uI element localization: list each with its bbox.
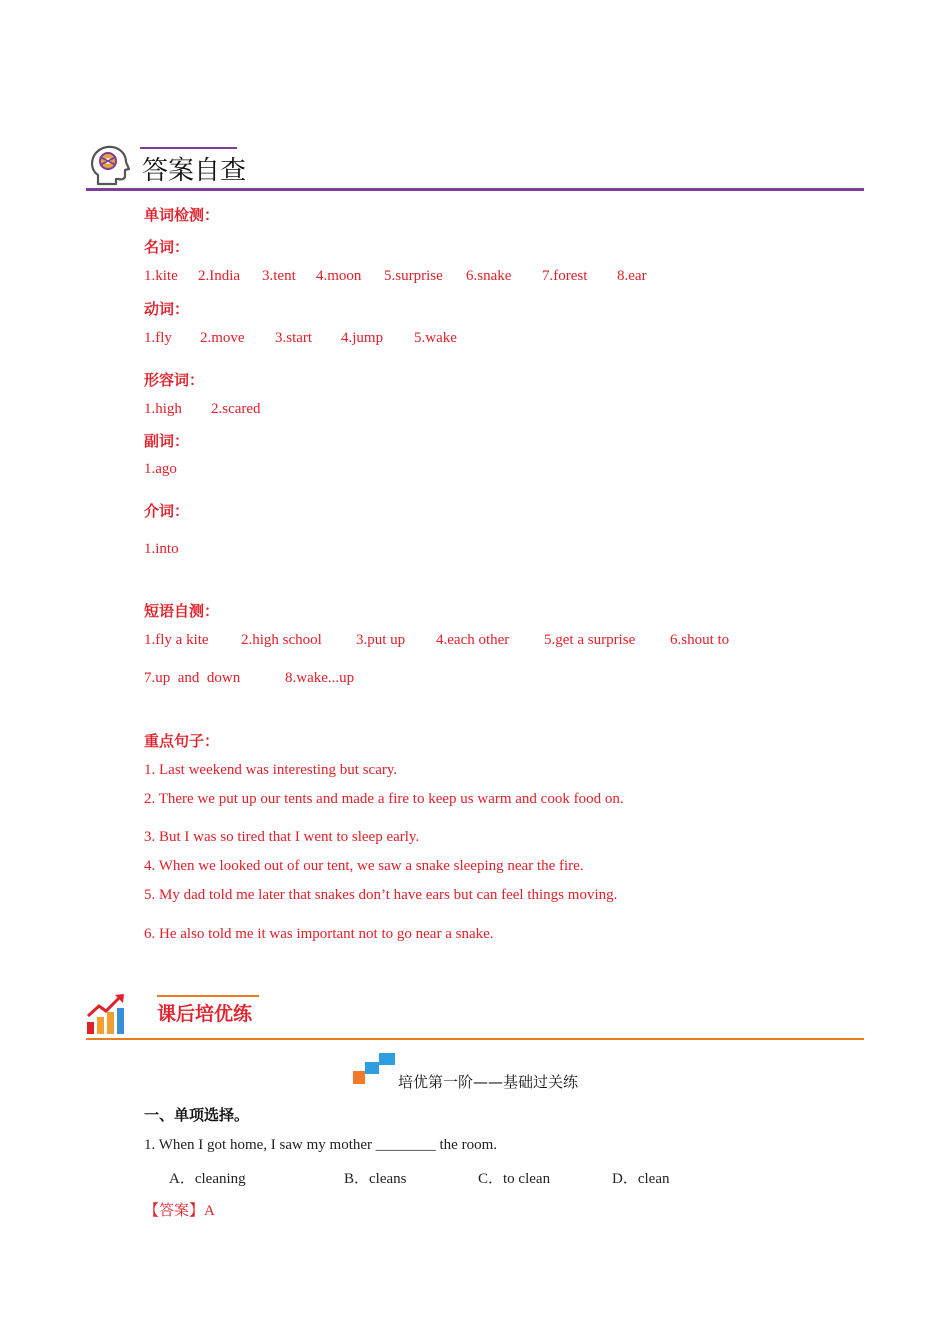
phrase-item: 4.each other xyxy=(436,632,510,648)
sentence: 5. My dad told me later that snakes don’t have ears but can feel things moving. xyxy=(144,887,618,903)
verbs-label: 动词： xyxy=(144,300,190,318)
phrase-item: 1.fly a kite xyxy=(144,632,209,648)
sentence-heading: 重点句子： xyxy=(144,732,220,750)
noun-item: 8.ear xyxy=(617,268,647,284)
nouns-row xyxy=(0,268,950,288)
vocab-heading: 单词检测： xyxy=(144,206,220,224)
nouns-label: 名词： xyxy=(144,238,190,256)
phrase-item: 2.high school xyxy=(241,632,322,648)
verb-item: 1.fly xyxy=(144,330,172,346)
option-b: B．cleans xyxy=(344,1171,407,1187)
answer-line xyxy=(144,1199,215,1220)
sentence: 3. But I was so tired that I went to sleep early. xyxy=(144,829,420,845)
verb-item: 5.wake xyxy=(414,330,457,346)
prep-item: 1.into xyxy=(144,541,179,557)
title-overline xyxy=(157,995,259,997)
verbs-row xyxy=(0,330,950,350)
option-d: D．clean xyxy=(612,1171,670,1187)
sentence: 6. He also told me it was important not to go near a snake. xyxy=(144,926,494,942)
phrases-row-2 xyxy=(0,670,950,690)
stage-title: 培优第一阶——基础过关练 xyxy=(398,1073,579,1091)
title-overline xyxy=(140,147,237,149)
adj-item: 2.scared xyxy=(211,401,261,417)
noun-item: 1.kite xyxy=(144,268,178,284)
noun-item: 4.moon xyxy=(316,268,362,284)
growth-chart-icon xyxy=(85,992,129,1036)
prep-label: 介词： xyxy=(144,502,190,520)
phrase-item: 5.get a surprise xyxy=(544,632,636,648)
section1-divider xyxy=(86,188,864,191)
noun-item: 3.tent xyxy=(262,268,296,284)
adv-item: 1.ago xyxy=(144,461,177,477)
part-heading: 一、单项选择。 xyxy=(144,1106,250,1124)
verb-item: 4.jump xyxy=(341,330,384,346)
verb-item: 3.start xyxy=(275,330,313,346)
options-row xyxy=(0,1167,950,1187)
answer-value: A xyxy=(204,1203,215,1219)
phrase-item: 7.up and down xyxy=(144,670,241,686)
phrase-item: 3.put up xyxy=(356,632,406,648)
stairs-icon xyxy=(353,1053,395,1085)
answer-label: 【答案】 xyxy=(144,1203,205,1219)
sentence: 4. When we looked out of our tent, we saw a snake sleeping near the fire. xyxy=(144,858,584,874)
verb-item: 2.move xyxy=(200,330,245,346)
option-a: A．cleaning xyxy=(169,1171,246,1187)
section2-title: 课后培优练 xyxy=(157,1003,253,1025)
phrases-row-1 xyxy=(0,632,950,652)
question-text: 1. When I got home, I saw my mother ________ the room. xyxy=(144,1137,497,1153)
sentence: 1. Last weekend was interesting but scary. xyxy=(144,762,398,778)
phrase-heading: 短语自测： xyxy=(144,602,220,620)
noun-item: 7.forest xyxy=(542,268,588,284)
noun-item: 5.surprise xyxy=(384,268,443,284)
noun-item: 6.snake xyxy=(466,268,512,284)
section1-title: 答案自查 xyxy=(142,156,247,186)
head-gear-icon xyxy=(88,144,132,188)
phrase-item: 6.shout to xyxy=(670,632,730,648)
adv-label: 副词： xyxy=(144,432,190,450)
phrase-item: 8.wake...up xyxy=(285,670,355,686)
adj-label: 形容词： xyxy=(144,371,205,389)
adj-row xyxy=(0,401,950,421)
option-c: C．to clean xyxy=(478,1171,551,1187)
noun-item: 2.India xyxy=(198,268,241,284)
adj-item: 1.high xyxy=(144,401,182,417)
section2-divider xyxy=(86,1038,864,1040)
sentence: 2. There we put up our tents and made a fire to keep us warm and cook food on. xyxy=(144,791,624,807)
